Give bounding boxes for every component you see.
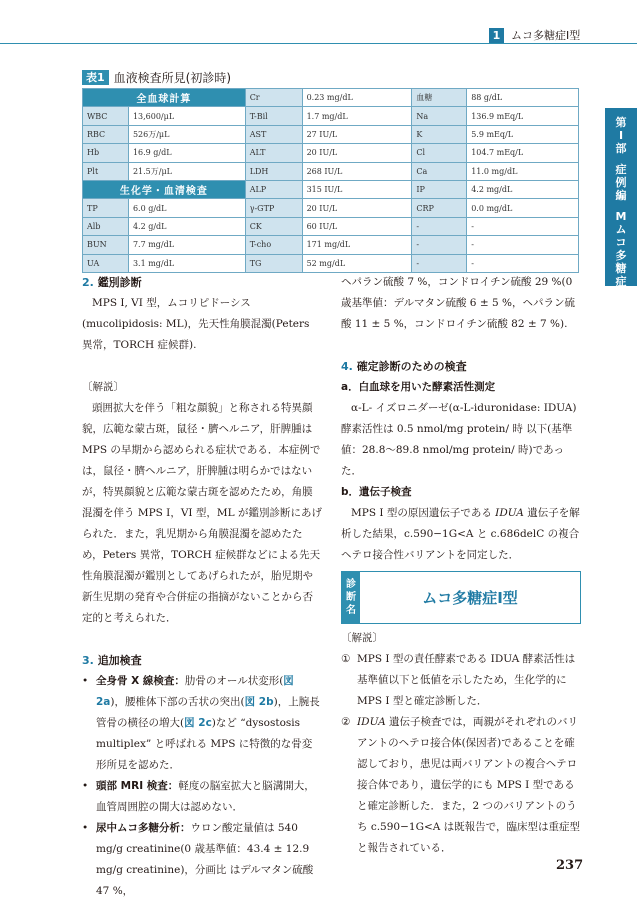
test-label: 尿中ムコ多糖分析： bbox=[96, 822, 191, 834]
test-text: 軽度の脳室拡大と脳溝開大，血管周囲腔の開大は認めない． bbox=[96, 780, 315, 813]
chapter-char: M bbox=[615, 210, 627, 223]
chapter-char: 症 bbox=[615, 275, 627, 288]
item-text: MPS I 型の責任酵素である IDUA 酵素活性は基準値以下と低値を示したため，生化学的に MPS I 型と確定診断した． bbox=[357, 653, 576, 707]
table-cell-label: WBC bbox=[83, 107, 129, 125]
table-cell-value: 52 mg/dL bbox=[302, 254, 412, 272]
table-cell-value: 5.9 mEq/L bbox=[467, 125, 579, 143]
differential-body: MPS I, VI 型，ムコリピドーシス(mucolipidosis: ML)，先天性角膜混濁(Peters 異常，TORCH 症候群). bbox=[82, 297, 310, 351]
table-caption bbox=[82, 69, 231, 86]
table-cell-label: Cr bbox=[245, 89, 302, 107]
table-cell-value: 0.0 mg/dL bbox=[467, 199, 579, 217]
table-cell-label: Plt bbox=[83, 162, 129, 180]
table-row bbox=[83, 107, 579, 125]
table-cell-value: 88 g/dL bbox=[467, 89, 579, 107]
chapter-title: ムコ多糖症I型 bbox=[511, 29, 581, 42]
chem-section-header: 生化学・血清検査 bbox=[83, 180, 246, 198]
diagnosis-title: ムコ多糖症I型 bbox=[422, 589, 518, 607]
gene-name: IDUA bbox=[495, 507, 524, 519]
list-item bbox=[341, 649, 581, 712]
table-cell-label: - bbox=[412, 254, 467, 272]
list-item bbox=[82, 671, 322, 776]
test-label: 全身骨 X 線検査： bbox=[96, 675, 185, 687]
table-cell-label: LDH bbox=[245, 162, 302, 180]
bullet-icon: • bbox=[82, 780, 89, 792]
right-column-commentary bbox=[341, 628, 581, 859]
list-item bbox=[82, 776, 322, 818]
bullet-icon: • bbox=[82, 675, 89, 687]
section-number: 4. bbox=[341, 360, 353, 373]
section-title: 追加検査 bbox=[97, 654, 142, 667]
table-cell-value: 3.1 mg/dL bbox=[128, 254, 245, 272]
table-cell-value: - bbox=[467, 236, 579, 254]
section-heading-confirmation bbox=[341, 356, 581, 377]
figure-ref-link[interactable]: 図 2c bbox=[184, 717, 212, 729]
section-title: 鑑別診断 bbox=[97, 276, 142, 289]
table-row bbox=[83, 89, 579, 107]
test-text: )，上腕長管骨の横径の増大( bbox=[96, 696, 320, 729]
table-row bbox=[83, 236, 579, 254]
table-cell-value: - bbox=[467, 217, 579, 235]
section-side-tab bbox=[605, 108, 637, 286]
header-rule bbox=[0, 43, 637, 44]
enzyme-body: α-L- イズロニダーゼ(α-L-iduronidase: IDUA)酵素活性は 0.5 nmol/mg protein/ 時 以下(基準値：28.8〜89.8 nmol/mg protein/ 時)であった． bbox=[341, 402, 577, 477]
table-cell-label: - bbox=[412, 236, 467, 254]
chapter-number: 1 bbox=[489, 28, 504, 43]
section-number: 2. bbox=[82, 276, 94, 289]
diagnosis-tag: 診 断 名 bbox=[342, 572, 360, 623]
table-row bbox=[83, 162, 579, 180]
diagnosis-box bbox=[341, 571, 581, 624]
table-row bbox=[83, 254, 579, 272]
table-cell-label: ALT bbox=[245, 144, 302, 162]
table-cell-label: K bbox=[412, 125, 467, 143]
section-char: 編 bbox=[615, 189, 627, 202]
table-cell-label: Ca bbox=[412, 162, 467, 180]
table-cell-label: T-cho bbox=[245, 236, 302, 254]
table-cell-label: Hb bbox=[83, 144, 129, 162]
section-number: 3. bbox=[82, 654, 94, 667]
part-number: I bbox=[618, 129, 624, 142]
table-cell-value: 20 IU/L bbox=[302, 144, 412, 162]
chapter-char: 糖 bbox=[615, 262, 627, 275]
subsection-title: b．遺伝子検査 bbox=[341, 486, 412, 498]
table-cell-value: - bbox=[467, 254, 579, 272]
table-cell-value: 0.23 mg/dL bbox=[302, 89, 412, 107]
left-column bbox=[82, 272, 322, 900]
table-label: 表1 bbox=[82, 70, 109, 85]
table-row bbox=[83, 144, 579, 162]
figure-ref-link[interactable]: 図 2b bbox=[244, 696, 274, 708]
table-cell-value: 171 mg/dL bbox=[302, 236, 412, 254]
table-cell-value: 136.9 mEq/L bbox=[467, 107, 579, 125]
table-cell-value: 27 IU/L bbox=[302, 125, 412, 143]
chapter-char: ム bbox=[615, 223, 627, 236]
test-text: ウロン酸定量値は 540 mg/g creatinine(0 歳基準値：43.4 ± 12.9 mg/g creatinine)，分画比 はデルマタン硫酸 47 %， bbox=[96, 822, 314, 897]
cbc-section-header: 全血球計算 bbox=[83, 89, 246, 107]
table-cell-value: 104.7 mEq/L bbox=[467, 144, 579, 162]
section-title: 確定診断のための検査 bbox=[356, 360, 467, 373]
table-cell-label: Alb bbox=[83, 217, 129, 235]
part-label-bottom: 部 bbox=[615, 142, 627, 155]
test-text: 肋骨のオール状変形( bbox=[184, 675, 284, 687]
table-row bbox=[83, 217, 579, 235]
continued-text: ヘパラン硫酸 7 %，コンドロイチン硫酸 29 %(0 歳基準値：デルマタン硫酸 6 ± 5 %，ヘパラン硫酸 11 ± 5 %，コンドロイチン硫酸 82 ± 7 %). bbox=[341, 276, 575, 330]
table-cell-value: 13,600/μL bbox=[128, 107, 245, 125]
table-cell-value: 21.5万/μL bbox=[128, 162, 245, 180]
section-char: 症 bbox=[615, 163, 627, 176]
table-cell-label: RBC bbox=[83, 125, 129, 143]
test-text: )など “dysostosis multiplex” と呼ばれる MPS に特徴的な骨変形所見を認めた． bbox=[96, 717, 313, 771]
list-item bbox=[82, 818, 322, 900]
table-cell-label: γ-GTP bbox=[245, 199, 302, 217]
commentary-label: 〔解説〕 bbox=[341, 632, 383, 644]
item-number: ① bbox=[341, 653, 351, 665]
list-item bbox=[341, 712, 581, 859]
table-cell-value: 20 IU/L bbox=[302, 199, 412, 217]
gene-name: IDUA bbox=[357, 716, 386, 728]
item-number: ② bbox=[341, 716, 351, 728]
table-cell-label: TG bbox=[245, 254, 302, 272]
test-text: )，腰椎体下部の舌状の突出( bbox=[110, 696, 245, 708]
table-cell-label: UA bbox=[83, 254, 129, 272]
table-cell-label: CK bbox=[245, 217, 302, 235]
table-cell-label: AST bbox=[245, 125, 302, 143]
table-row bbox=[83, 199, 579, 217]
table-cell-label: - bbox=[412, 217, 467, 235]
chapter-char: 多 bbox=[615, 249, 627, 262]
table-cell-value: 7.7 mg/dL bbox=[128, 236, 245, 254]
figure-ref-link[interactable]: 図 2a bbox=[96, 675, 294, 708]
table-cell-value: 1.7 mg/dL bbox=[302, 107, 412, 125]
table-cell-label: Na bbox=[412, 107, 467, 125]
table-cell-label: Cl bbox=[412, 144, 467, 162]
right-column bbox=[341, 272, 581, 566]
section-char: 例 bbox=[615, 176, 627, 189]
table-cell-value: 6.0 g/dL bbox=[128, 199, 245, 217]
table-cell-value: 315 IU/L bbox=[302, 180, 412, 198]
table-cell-value: 526万/μL bbox=[128, 125, 245, 143]
section-heading-differential bbox=[82, 272, 322, 293]
table-row bbox=[83, 180, 579, 198]
table-cell-label: IP bbox=[412, 180, 467, 198]
table-cell-label: T-Bil bbox=[245, 107, 302, 125]
table-cell-label: CRP bbox=[412, 199, 467, 217]
item-text: IDUA 遺伝子検査では，両親がそれぞれのバリアントのヘテロ接合体(保因者)であることを確認しており，患児は両バリアントの複合ヘテロ接合体であり，遺伝学的にも MPS I 型であると確定診断した．また，2 つのバリアントのうち c.590−1G<A は既報告で，臨床型は重症型と報告されている． bbox=[357, 716, 580, 854]
table-cell-label: BUN bbox=[83, 236, 129, 254]
table-cell-value: 16.9 g/dL bbox=[128, 144, 245, 162]
table-cell-value: 60 IU/L bbox=[302, 217, 412, 235]
test-label: 頭部 MRI 検査： bbox=[96, 780, 179, 792]
bullet-icon: • bbox=[82, 822, 89, 834]
table-cell-value: 11.0 mg/dL bbox=[467, 162, 579, 180]
table-row bbox=[83, 125, 579, 143]
table-cell-label: ALP bbox=[245, 180, 302, 198]
commentary-body: 頭囲拡大を伴う「粗な顔貌」と称される特異顔貌，広範な蒙古斑，鼠径・臍ヘルニア，肝脾腫は MPS の早期から認められる症状である．本症例では，鼠径・臍ヘルニア，肝脾腫は明らかではないが，特異顔貌と広範な蒙古斑を認めたため，角膜混濁を伴う MPS I，VI 型，ML が鑑別診断にあげられた．また，乳児期から角膜混濁を認めたため，Peters 異常，TORCH 症候群などによる先天性角膜混濁が鑑別としてあげられたが，胎児期や新生児期の発育や合併症の指摘がないことから否定的と考えられた． bbox=[82, 402, 322, 624]
subsection-title: a．白血球を用いた酵素活性測定 bbox=[341, 381, 496, 393]
table-title: 血液検査所見(初診時) bbox=[113, 71, 232, 85]
table-cell-label: TP bbox=[83, 199, 129, 217]
table-cell-label: 血糖 bbox=[412, 89, 467, 107]
chapter-char: コ bbox=[615, 236, 627, 249]
lab-results-table bbox=[82, 88, 579, 273]
table-cell-value: 4.2 mg/dL bbox=[467, 180, 579, 198]
part-label-top: 第 bbox=[615, 116, 627, 129]
table-cell-value: 4.2 g/dL bbox=[128, 217, 245, 235]
commentary-label: 〔解説〕 bbox=[82, 381, 124, 393]
genetic-body: MPS I 型の原因遺伝子である IDUA 遺伝子を解析した結果，c.590−1G<A と c.686delC の複合ヘテロ接合性バリアントを同定した． bbox=[341, 507, 580, 561]
table-cell-value: 268 IU/L bbox=[302, 162, 412, 180]
page-number: 237 bbox=[556, 858, 584, 873]
section-heading-additional-tests bbox=[82, 650, 322, 671]
